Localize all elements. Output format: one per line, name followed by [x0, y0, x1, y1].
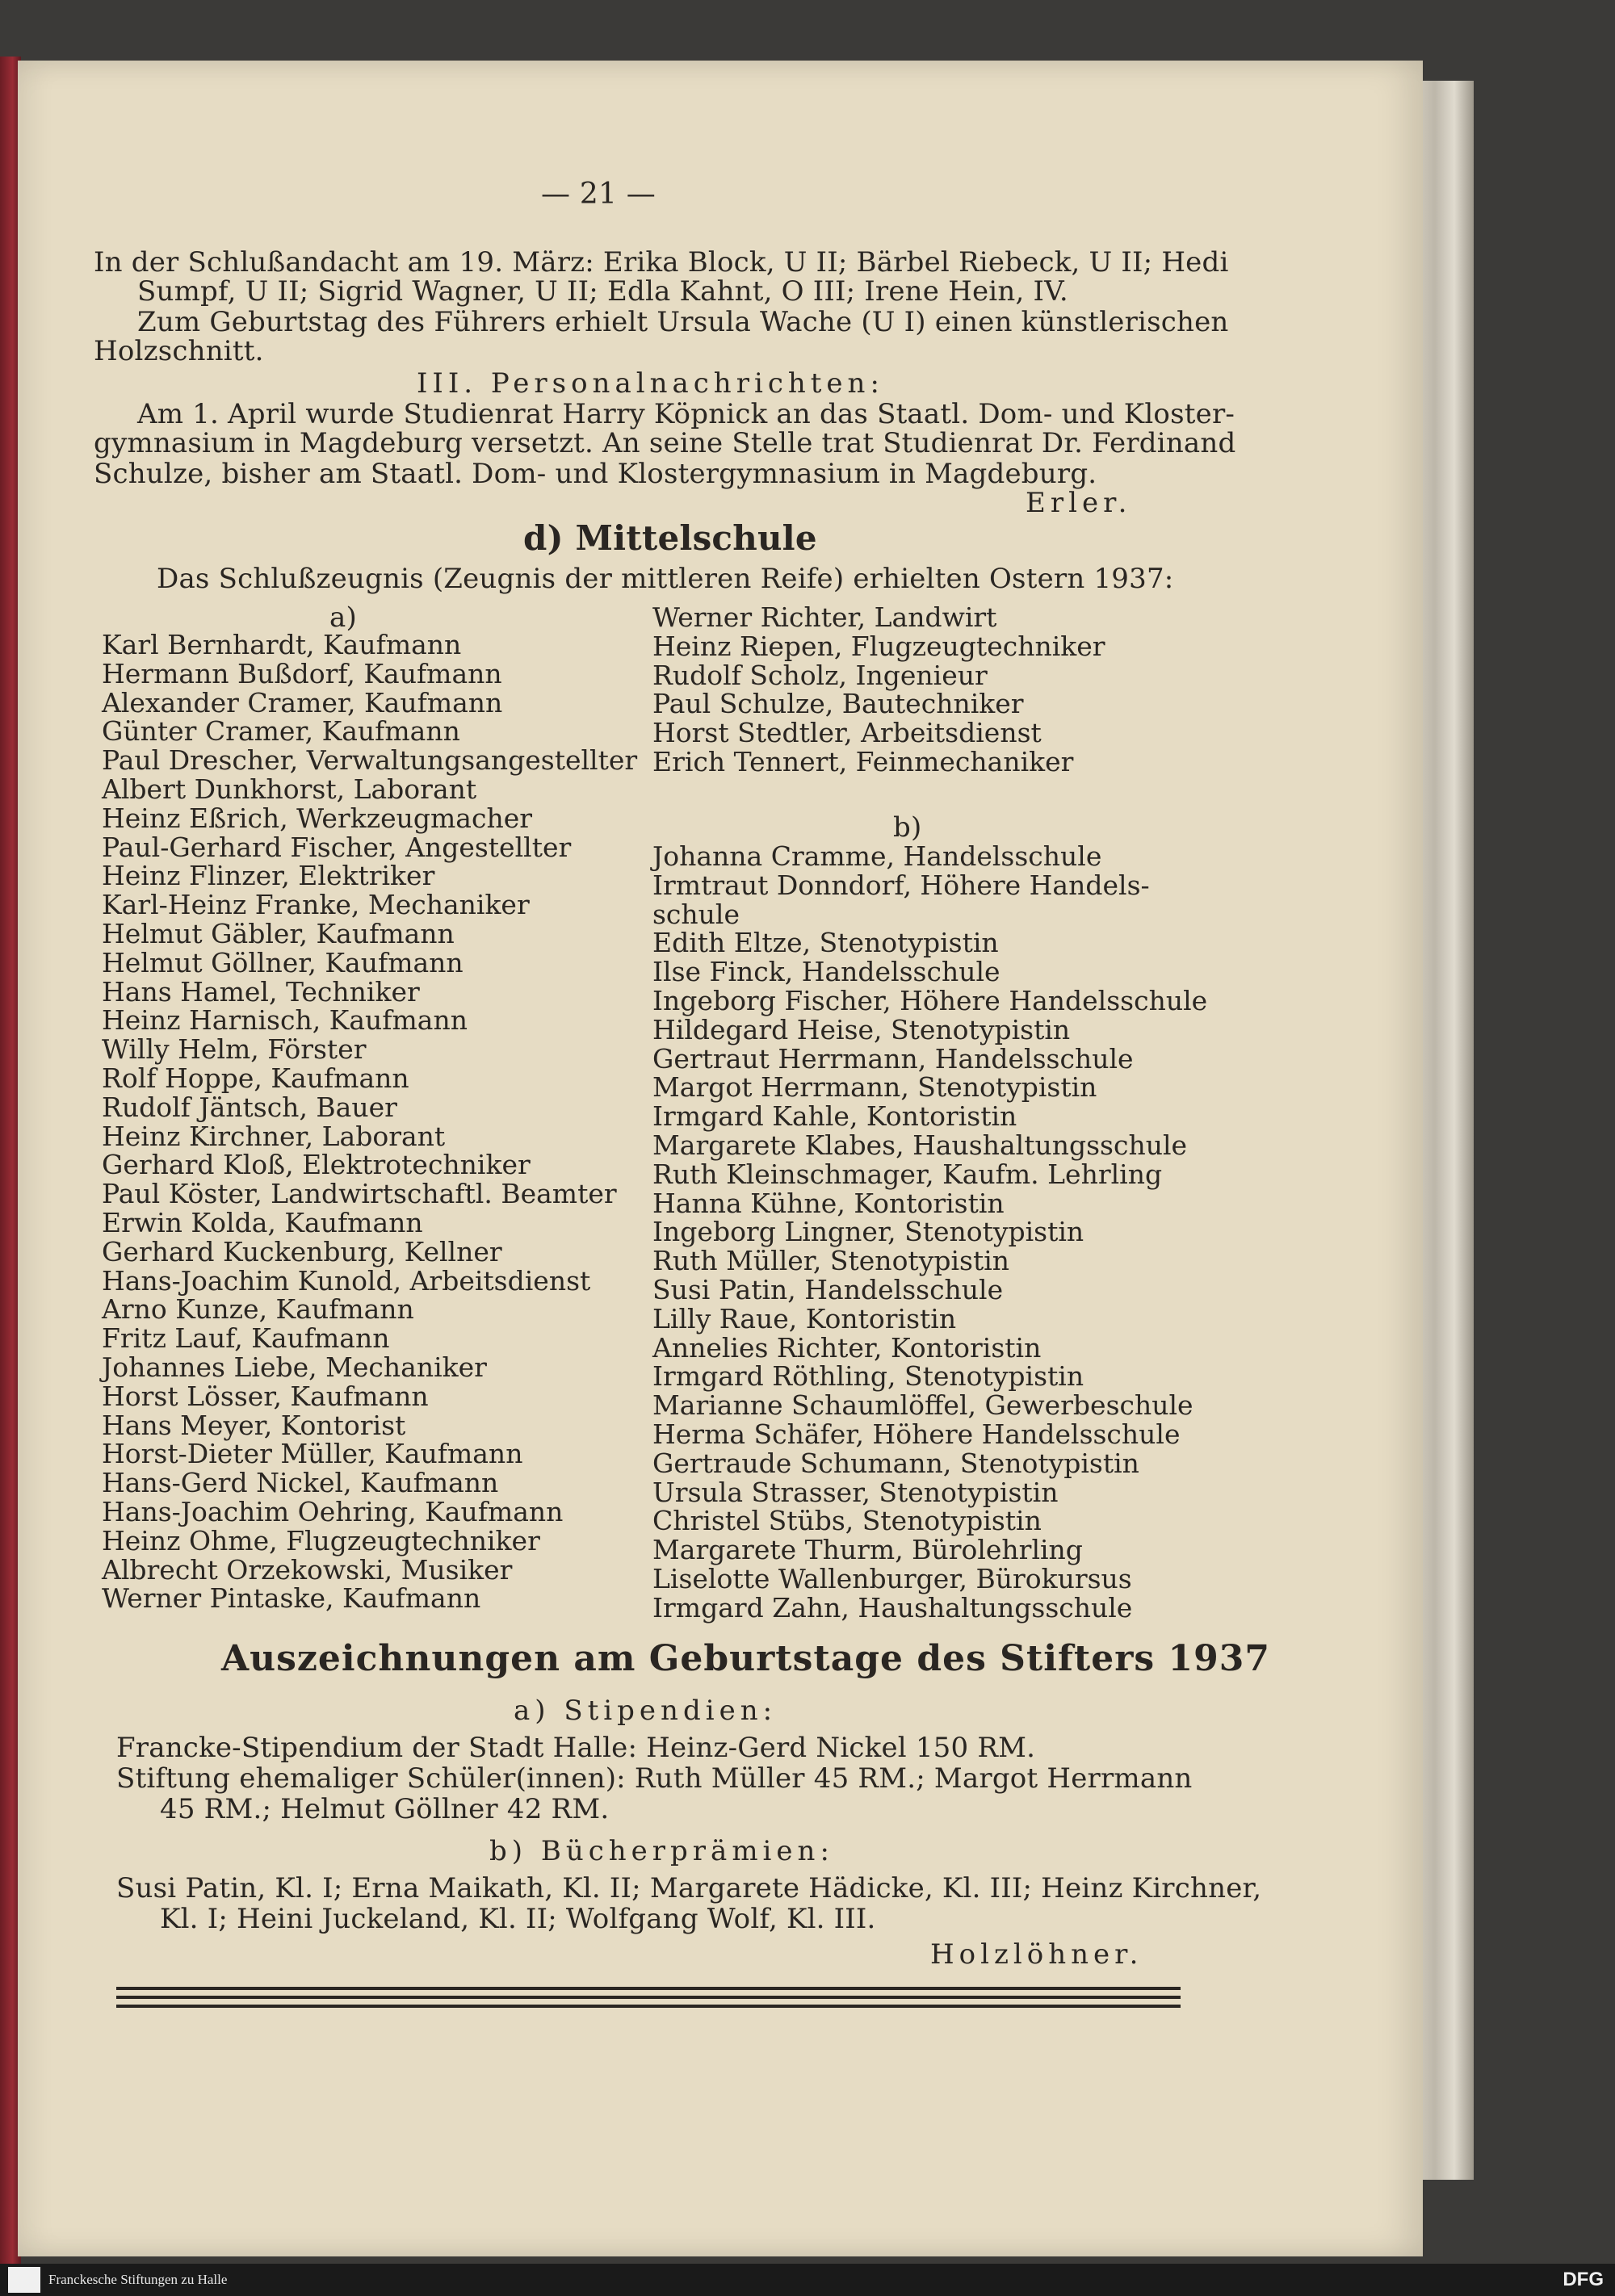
list-item: Margarete Thurm, Bürolehrling	[652, 1534, 1083, 1566]
closing-rule-3	[116, 2005, 1181, 2008]
list-item: Karl-Heinz Franke, Mechaniker	[102, 889, 530, 921]
right-column-a-list	[652, 603, 1105, 777]
section-heading-mittelschule: d) Mittelschule	[523, 518, 817, 558]
intro-line-3: Zum Geburtstag des Führers erhielt Ursula Wache (U I) einen künstlerischen	[137, 306, 1229, 338]
intro-line-1: In der Schlußandacht am 19. März: Erika Block, U II; Bärbel Riebeck, U II; Hedi	[94, 246, 1229, 279]
right-column-b-list	[652, 842, 1207, 1623]
list-item: Willy Helm, Förster	[102, 1033, 367, 1066]
dfg-logo: DFG	[1563, 2269, 1604, 2290]
list-item: Annelies Richter, Kontoristin	[652, 1331, 1042, 1364]
list-item: Erwin Kolda, Kaufmann	[102, 1206, 423, 1238]
list-item: Johanna Cramme, Handelsschule	[652, 840, 1102, 872]
label-b: b)	[893, 811, 922, 844]
list-item: Hildegard Heise, Stenotypistin	[652, 1013, 1071, 1045]
list-item: Irmgard Zahn, Haushaltungsschule	[652, 1591, 1133, 1624]
list-item: Margarete Klabes, Haushaltungsschule	[652, 1129, 1188, 1161]
list-item: Gertraut Herrmann, Handelsschule	[652, 1042, 1134, 1075]
list-item: Hans Meyer, Kontorist	[102, 1409, 406, 1441]
list-item: Herma Schäfer, Höhere Handelsschule	[652, 1418, 1181, 1450]
page-number: — 21 —	[541, 178, 656, 211]
list-item: Liselotte Wallenburger, Bürokursus	[652, 1562, 1132, 1594]
list-item: Hanna Kühne, Kontoristin	[652, 1187, 1005, 1219]
list-item: Hans-Gerd Nickel, Kaufmann	[102, 1467, 499, 1499]
stipend-line-1: Francke-Stipendium der Stadt Halle: Heinz-Gerd Nickel 150 RM.	[116, 1732, 1036, 1764]
list-item: Heinz Riepen, Flugzeugtechniker	[652, 630, 1105, 662]
personal-heading: III. Personalnachrichten:	[417, 367, 884, 400]
list-item: Ruth Kleinschmager, Kaufm. Lehrling	[652, 1158, 1163, 1190]
awards-heading: Auszeichnungen am Geburtstage des Stifters 1937	[221, 1638, 1270, 1679]
list-item: Heinz Harnisch, Kaufmann	[102, 1004, 468, 1037]
stipend-line-3: 45 RM.; Helmut Göllner 42 RM.	[160, 1793, 610, 1825]
institution-logo-icon	[8, 2267, 40, 2293]
list-item: Fritz Lauf, Kaufmann	[102, 1322, 390, 1355]
intro-line-4: Holzschnitt.	[94, 335, 264, 367]
list-item: Marianne Schaumlöffel, Gewerbeschule	[652, 1389, 1193, 1422]
personal-line-3: Schulze, bisher am Staatl. Dom- und Klostergymnasium in Magdeburg.	[94, 458, 1097, 490]
list-item: Horst-Dieter Müller, Kaufmann	[102, 1438, 523, 1470]
books-line-1: Susi Patin, Kl. I; Erna Maikath, Kl. II; Margarete Hädicke, Kl. III; Heinz Kirchner,	[116, 1872, 1262, 1904]
institution-name: Franckesche Stiftungen zu Halle	[48, 2272, 228, 2287]
list-item: Ingeborg Lingner, Stenotypistin	[652, 1216, 1084, 1248]
list-item: Hans-Joachim Oehring, Kaufmann	[102, 1495, 564, 1527]
list-item: Albrecht Orzekowski, Musiker	[102, 1553, 513, 1586]
list-item: Heinz Kirchner, Laborant	[102, 1120, 446, 1152]
stipend-heading: a) Stipendien:	[514, 1695, 778, 1727]
list-item: Ruth Müller, Stenotypistin	[652, 1245, 1010, 1277]
list-item: Hans-Joachim Kunold, Arbeitsdienst	[102, 1264, 591, 1297]
list-item: Hans Hamel, Techniker	[102, 975, 420, 1008]
list-item: Ingeborg Fischer, Höhere Handelsschule	[652, 984, 1208, 1016]
label-a: a)	[329, 601, 357, 634]
stipend-line-2: Stiftung ehemaliger Schüler(innen): Ruth Müller 45 RM.; Margot Herrmann	[116, 1762, 1193, 1795]
list-item: Christel Stübs, Stenotypistin	[652, 1505, 1042, 1537]
closing-rule-1	[116, 1987, 1181, 1990]
list-item: Erich Tennert, Feinmechaniker	[652, 745, 1074, 777]
book-page	[18, 61, 1423, 2256]
list-item: Werner Richter, Landwirt	[652, 601, 997, 633]
list-item: Horst Stedtler, Arbeitsdienst	[652, 717, 1042, 749]
list-item: Edith Eltze, Stenotypistin	[652, 927, 999, 959]
books-heading: b) Bücherprämien:	[489, 1835, 834, 1867]
list-item: Günter Cramer, Kaufmann	[102, 715, 460, 748]
list-item: Ursula Strasser, Stenotypistin	[652, 1476, 1059, 1508]
list-item: Heinz Eßrich, Werkzeugmacher	[102, 802, 532, 834]
list-item: Ilse Finck, Handelsschule	[652, 956, 1000, 988]
list-item: Gerhard Kuckenburg, Kellner	[102, 1235, 502, 1267]
personal-signature: Erler.	[1026, 487, 1132, 519]
list-item: Rolf Hoppe, Kaufmann	[102, 1062, 409, 1094]
list-item: Heinz Flinzer, Elektriker	[102, 860, 435, 892]
list-item: Hermann Bußdorf, Kaufmann	[102, 657, 502, 689]
list-item: Irmgard Kahle, Kontoristin	[652, 1100, 1017, 1133]
list-item: Irmtraut Donndorf, Höhere Handels-	[652, 869, 1150, 901]
list-item: Rudolf Scholz, Ingenieur	[652, 659, 988, 691]
list-item: Rudolf Jäntsch, Bauer	[102, 1091, 397, 1123]
list-item: Paul Schulze, Bautechniker	[652, 688, 1024, 720]
closing-rule-2	[116, 1996, 1181, 1999]
list-item: Susi Patin, Handelsschule	[652, 1273, 1004, 1305]
list-item: Arno Kunze, Kaufmann	[102, 1293, 414, 1326]
personal-line-2: gymnasium in Magdeburg versetzt. An seine Stelle trat Studienrat Dr. Ferdinand	[94, 427, 1236, 459]
list-item: Helmut Göllner, Kaufmann	[102, 946, 464, 978]
list-item: Karl Bernhardt, Kaufmann	[102, 629, 462, 660]
list-item: Werner Pintaske, Kaufmann	[102, 1582, 481, 1615]
books-line-2: Kl. I; Heini Juckeland, Kl. II; Wolfgang Wolf, Kl. III.	[160, 1903, 876, 1935]
viewer-footer	[0, 2264, 1615, 2296]
list-item: Heinz Ohme, Flugzeugtechniker	[102, 1524, 540, 1557]
intro-line-2: Sumpf, U II; Sigrid Wagner, U II; Edla Kahnt, O III; Irene Hein, IV.	[137, 275, 1068, 308]
list-item: Horst Lösser, Kaufmann	[102, 1380, 429, 1412]
left-column-list	[102, 631, 637, 1613]
list-item: Gertraude Schumann, Stenotypistin	[652, 1447, 1139, 1479]
list-item: Alexander Cramer, Kaufmann	[102, 686, 503, 719]
list-item: Irmgard Röthling, Stenotypistin	[652, 1360, 1084, 1393]
personal-line-1: Am 1. April wurde Studienrat Harry Köpnick an das Staatl. Dom- und Kloster-	[137, 398, 1235, 430]
list-item: Paul-Gerhard Fischer, Angestellter	[102, 831, 572, 863]
list-item: Paul Köster, Landwirtschaftl. Beamter	[102, 1178, 617, 1210]
list-item: Johannes Liebe, Mechaniker	[102, 1351, 487, 1383]
list-item: schule	[652, 898, 740, 930]
list-item: Helmut Gäbler, Kaufmann	[102, 917, 455, 949]
list-item: Margot Herrmann, Stenotypistin	[652, 1071, 1097, 1104]
mittelschule-subheading: Das Schlußzeugnis (Zeugnis der mittleren Reife) erhielten Ostern 1937:	[157, 563, 1174, 595]
awards-signature: Holzlöhner.	[930, 1938, 1143, 1971]
list-item: Gerhard Kloß, Elektrotechniker	[102, 1149, 531, 1181]
list-item: Paul Drescher, Verwaltungsangestellter	[102, 744, 638, 777]
list-item: Lilly Raue, Kontoristin	[652, 1302, 957, 1334]
list-item: Albert Dunkhorst, Laborant	[102, 773, 477, 805]
